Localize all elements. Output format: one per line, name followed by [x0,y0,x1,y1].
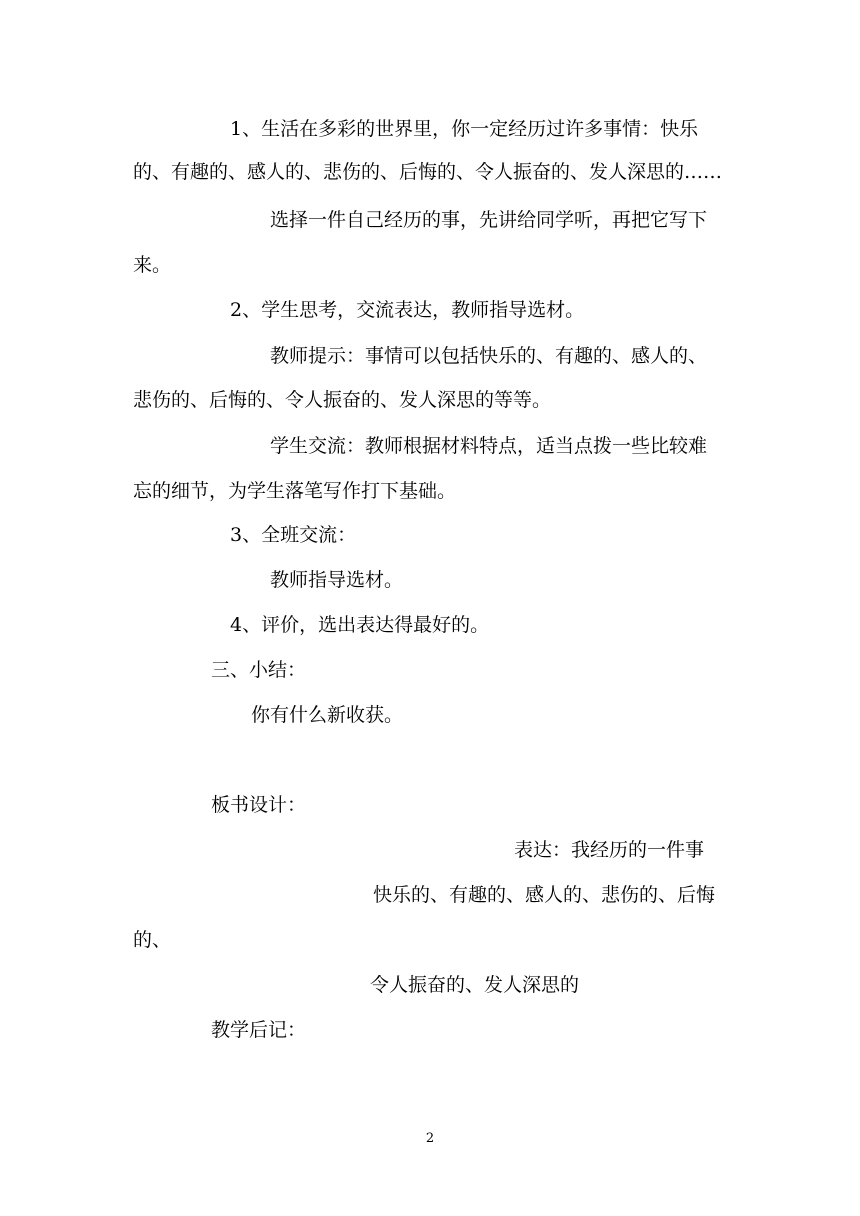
text-line: 悲伤的、后悔的、令人振奋的、发人深思的等等。 [133,389,552,411]
text-line: 学生交流：教师根据材料特点，适当点拨一些比较难 [270,435,708,457]
text-line: 选择一件自己经历的事，先讲给同学听，再把它写下 [270,209,708,231]
text-line: 快乐的、有趣的、感人的、悲伤的、后悔 [373,884,716,906]
page-number: 2 [425,1131,435,1146]
text-line: 的、有趣的、感人的、悲伤的、后悔的、令人振奋的、发人深思的…… [133,161,723,183]
text-line: 忘的细节，为学生落笔写作打下基础。 [133,480,457,502]
text-line: 3、全班交流： [230,524,357,546]
text-line: 来。 [133,254,172,276]
section-heading: 三、小结： [211,659,307,681]
text-line: 你有什么新收获。 [251,704,404,726]
text-line: 教师指导选材。 [270,569,404,591]
text-line: 4、评价，选出表达得最好的。 [230,614,490,636]
section-heading: 教学后记： [211,1019,307,1041]
text-line: 1、生活在多彩的世界里，你一定经历过许多事情：快乐 [230,118,699,140]
text-line: 令人振奋的、发人深思的 [370,974,580,996]
text-line: 教师提示：事情可以包括快乐的、有趣的、感人的、 [270,345,708,367]
text-line: 表达：我经历的一件事 [514,839,705,861]
section-heading: 板书设计： [211,794,307,816]
text-line: 的、 [133,929,172,951]
text-line: 2、学生思考，交流表达，教师指导选材。 [230,299,585,321]
